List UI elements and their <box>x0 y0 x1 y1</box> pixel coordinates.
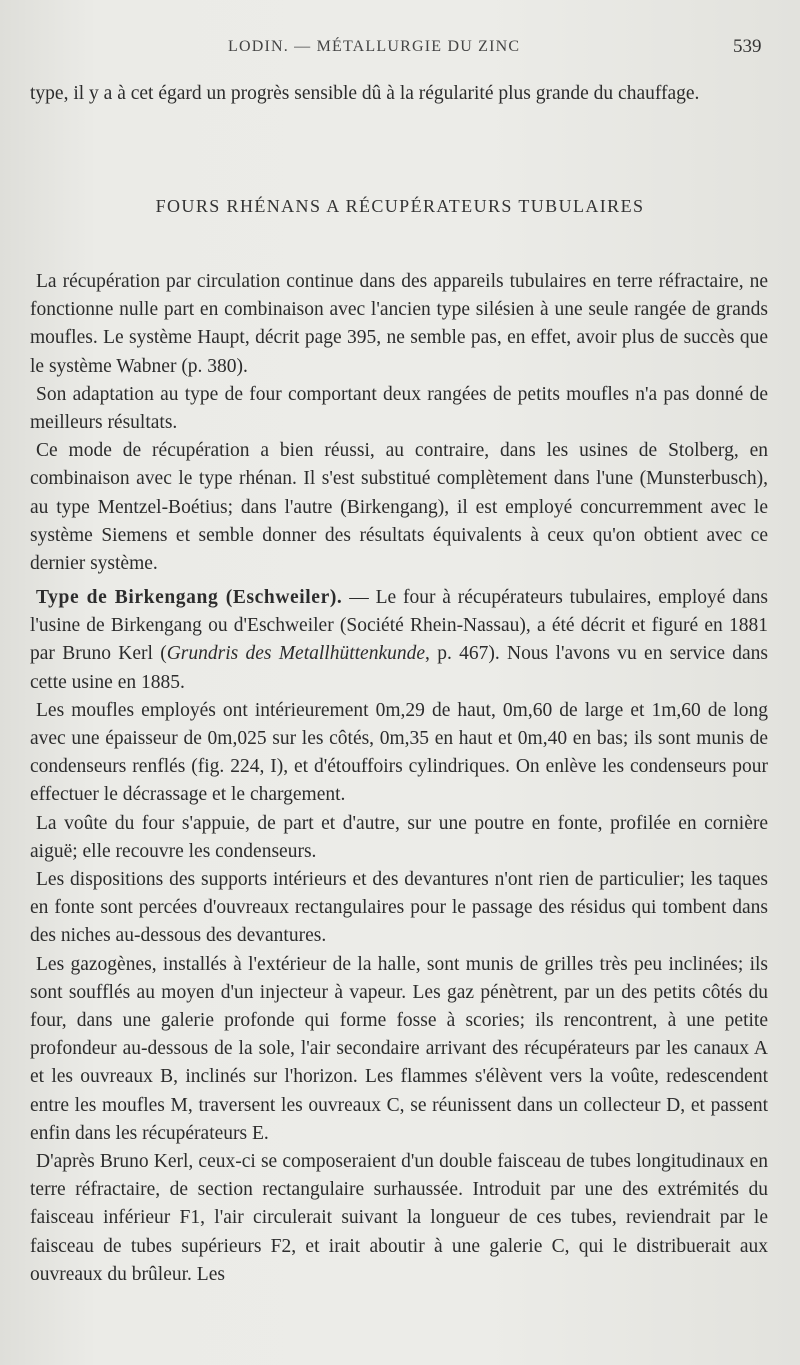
section-body <box>30 268 768 578</box>
subsection-paragraph-2: La voûte du four s'appuie, de part et d'autre, sur une poutre en fonte, profilée en cornière aiguë; elle recouvre les condenseurs. <box>30 812 768 862</box>
subsection-paragraph-1: Les moufles employés ont intérieurement 0m,29 de haut, 0m,60 de large et 1m,60 de long avec une épaisseur de 0m,025 sur les côtés, 0m,35 en haut et 0m,40 en bas; ils sont munis de condenseurs renflés (fig. 224, I), et d'étouffoirs cylindriques. On enlève les condenseurs pour effectuer le décrassage et le chargement. <box>30 699 768 806</box>
subsection-body <box>30 584 768 1289</box>
subsection-paragraph-5: D'après Bruno Kerl, ceux-ci se composeraient d'un double faisceau de tubes longitudinaux en terre réfractaire, de section rectangulaire surhaussée. Introduit par une des extrémités du faisceau inférieur F1, l'air circulerait suivant la longueur de ces tubes, reviendrait par le faisceau de tubes supérieurs F2, et irait aboutir à une galerie C, qui le distribuerait aux ouvreaux du brûleur. Les <box>30 1151 768 1285</box>
running-header <box>0 32 800 62</box>
section-paragraph-3: Ce mode de récupération a bien réussi, au contraire, dans les usines de Stolberg, en combinaison avec le type rhénan. Il s'est substitué complètement dans l'une (Munsterbusch), au type Mentzel-Boétius; dans l'autre (Birkengang), il est employé concurremment avec le système Siemens et semble donner des résultats équivalents à ceux qu'on obtient avec ce dernier système. <box>30 440 768 575</box>
subsection-paragraph-4: Les gazogènes, installés à l'extérieur de la halle, sont munis de grilles très peu inclinées; ils sont soufflés au moyen d'un injecteur à vapeur. Les gaz pénètrent, par un des petits côtés du four, dans une galerie profonde qui forme fosse à scories; ils rencontrent, à une petite profondeur au-dessous de la sole, l'air secondaire arrivant des récupérateurs par les canaux A et les ouvreaux B, inclinés sur l'horizon. Les flammes s'élèvent vers la voûte, redescendent entre les moufles M, traversent les ouvreaux C, se réunissent dans un collecteur D, et passent enfin dans les récupérateurs E. <box>30 953 768 1144</box>
subsection-lead-text-end: , p. 467). Nous l'avons vu en service dans cette usine en 1885. <box>30 643 769 693</box>
subsection-lead-paragraph <box>30 584 768 697</box>
intro-text: type, il y a à cet égard un progrès sensible dû à la régularité plus grande du chauffage. <box>30 83 700 104</box>
section-paragraph-1: La récupération par circulation continue dans des appareils tubulaires en terre réfractaire, ne fonctionne nulle part en combinaison avec l'ancien type silésien à une seule rangée de grands moufles. Le système Haupt, décrit page 395, ne semble pas, en effet, avoir plus de succès que le système Wabner (p. 380). <box>30 271 768 377</box>
section-paragraph-2: Son adaptation au type de four comportant deux rangées de petits moufles n'a pas donné de meilleurs résultats. <box>30 383 768 434</box>
subsection-lead-text: — Le four à récupérateurs tubulaires, employé dans l'usine de Birkengang ou d'Eschweiler (Société Rhein-Nassau), a été décrit et figuré en 1881 par Bruno Kerl ( <box>30 587 768 665</box>
section-title: FOURS RHÉNANS A RÉCUPÉRATEURS TUBULAIRES <box>155 196 645 216</box>
running-title: LODIN. — MÉTALLURGIE DU ZINC <box>228 38 521 55</box>
subsection-paragraph-3: Les dispositions des supports intérieurs et des devantures n'ont rien de particulier; les taques en fonte sont percées d'ouvreaux rectangulaires pour le passage des résidus qui tombent dans des niches au-dessous des devantures. <box>30 869 768 947</box>
intro-paragraph <box>30 80 768 108</box>
page-number: 539 <box>733 36 762 57</box>
subsection-heading: Type de Birkengang (Eschweiler). <box>36 587 343 608</box>
book-title: Grundris des Metallhüttenkunde <box>166 643 426 665</box>
